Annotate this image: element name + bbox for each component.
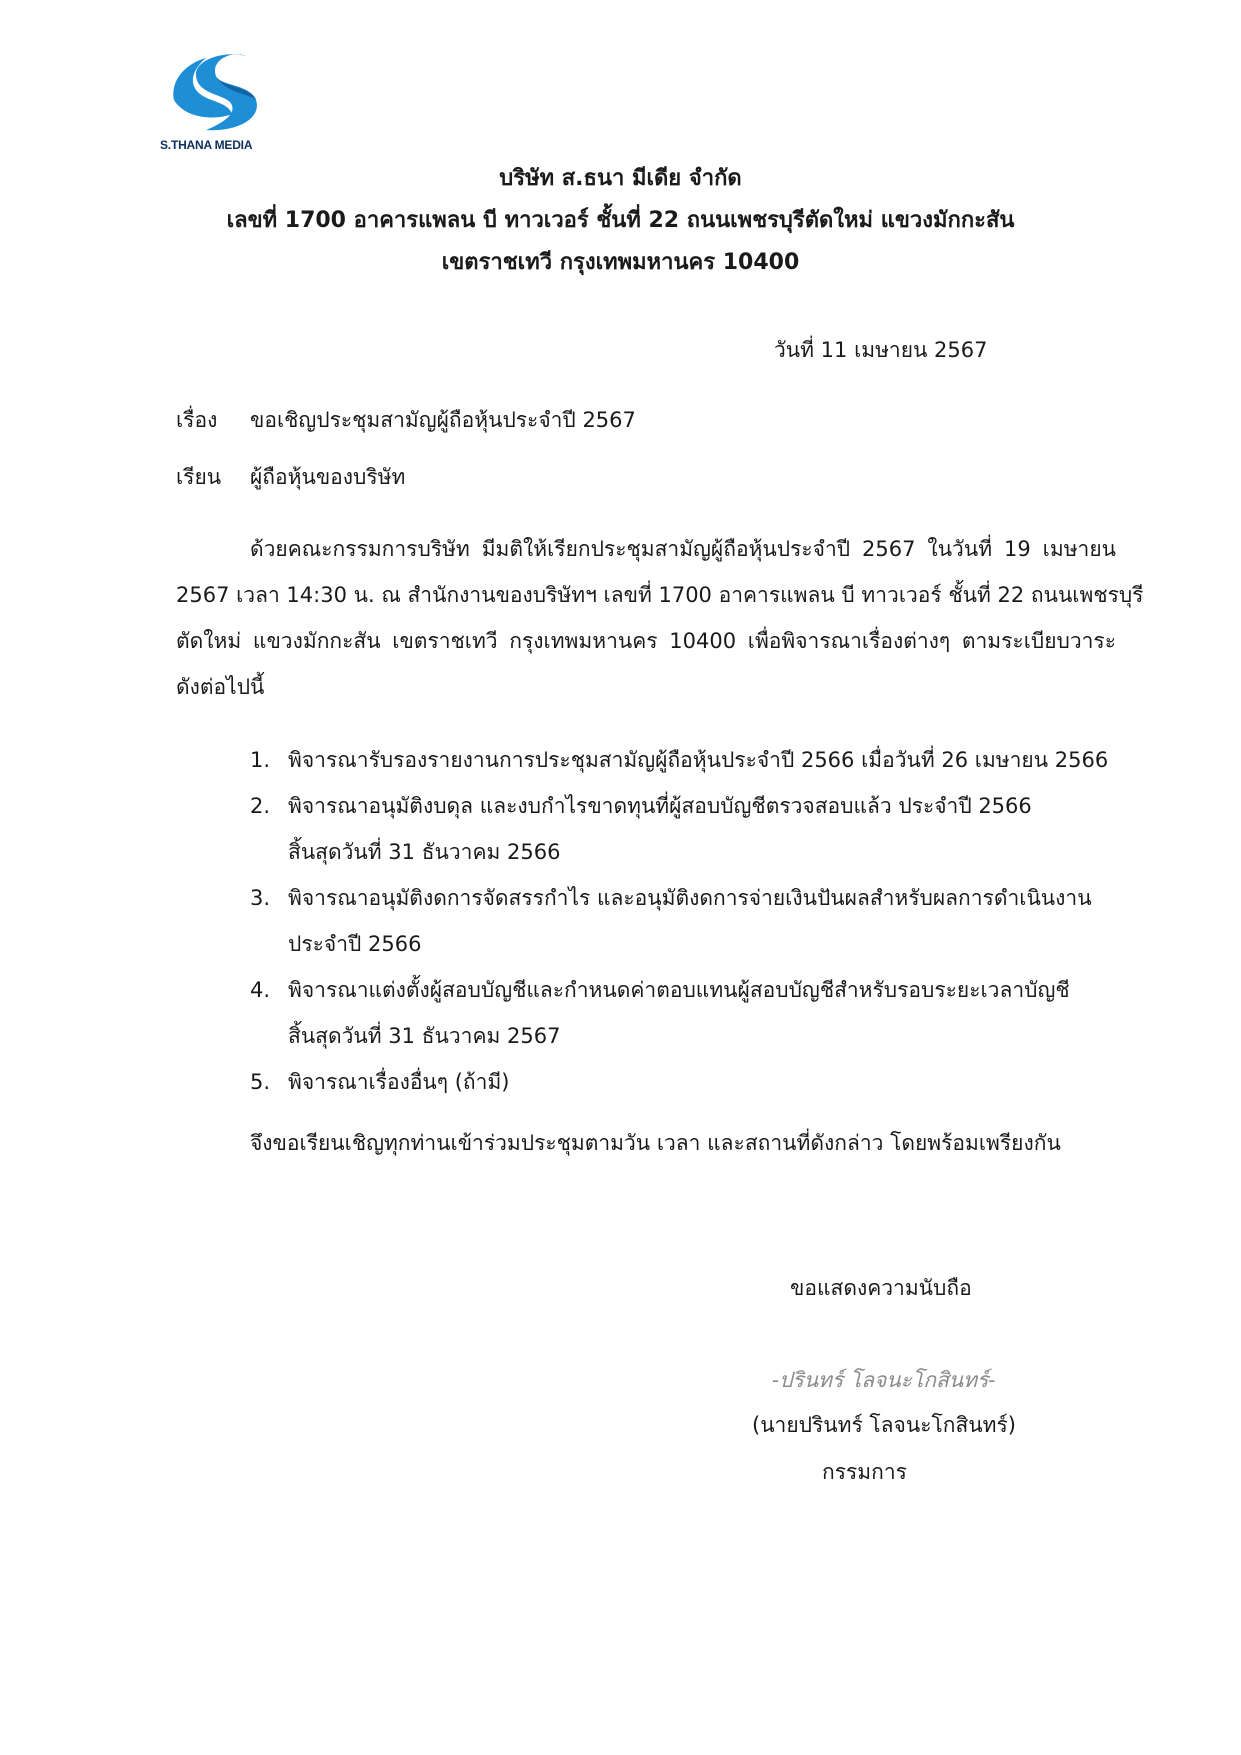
subject-text: ขอเชิญประชุมสามัญผู้ถือหุ้นประจำปี 2567 (250, 408, 636, 432)
s-swoosh-logo-icon (166, 42, 266, 134)
agenda-list (250, 737, 1120, 1105)
subject-row (176, 404, 636, 437)
agenda-text: พิจารณาอนุมัติงดการจัดสรรกำไร และอนุมัติงดการจ่ายเงินปันผลสำหรับผลการดำเนินงาน (288, 886, 1092, 910)
agenda-text: พิจารณาเรื่องอื่นๆ (ถ้ามี) (288, 1070, 510, 1094)
agenda-item-3 (250, 875, 1120, 921)
intro-line-3: ตัดใหม่ แขวงมักกะสัน เขตราชเทวี กรุงเทพมหานคร 10400 เพื่อพิจารณาเรื่องต่างๆ ตามระเบียบวาระ (176, 629, 1116, 653)
regards-text: ขอแสดงความนับถือ (790, 1276, 972, 1300)
signer-position: กรรมการ (822, 1460, 907, 1484)
logo-text: S.THANA MEDIA (160, 138, 253, 152)
agenda-item-5 (250, 1059, 1120, 1105)
company-address-line-2: เขตราชเทวี กรุงเทพมหานคร 10400 (441, 250, 800, 275)
agenda-item-3-continuation: ประจำปี 2566 (288, 932, 422, 956)
letter-date: วันที่ 11 เมษายน 2567 (774, 338, 988, 362)
agenda-text: พิจารณาแต่งตั้งผู้สอบบัญชีและกำหนดค่าตอบแทนผู้สอบบัญชีสำหรับรอบระยะเวลาบัญชี (288, 978, 1070, 1002)
intro-line-1: ด้วยคณะกรรมการบริษัท มีมติให้เรียกประชุมสามัญผู้ถือหุ้นประจำปี 2567 ในวันที่ 19 เมษายน (250, 537, 1116, 561)
agenda-item-4-continuation: สิ้นสุดวันที่ 31 ธันวาคม 2567 (288, 1024, 561, 1048)
intro-line-2: 2567 เวลา 14:30 น. ณ สำนักงานของบริษัทฯ เลขที่ 1700 อาคารแพลน บี ทาวเวอร์ ชั้นที่ 22 ถนนเพชรบุรี (176, 583, 1144, 607)
letterhead (0, 158, 1241, 284)
agenda-item-2-continuation: สิ้นสุดวันที่ 31 ธันวาคม 2566 (288, 840, 561, 864)
agenda-number: 1. (250, 748, 271, 772)
agenda-item-2 (250, 783, 1120, 829)
intro-line-4: ดังต่อไปนี้ (176, 675, 265, 699)
agenda-number: 3. (250, 886, 271, 910)
agenda-number: 4. (250, 978, 271, 1002)
signer-name: (นายปรินทร์ โลจนะโกสินทร์) (752, 1413, 1016, 1437)
subject-label: เรื่อง (176, 408, 218, 432)
intro-paragraph (176, 526, 1144, 710)
agenda-item-1 (250, 737, 1120, 783)
company-logo (160, 42, 280, 154)
agenda-number: 2. (250, 794, 271, 818)
company-address-line-1: เลขที่ 1700 อาคารแพลน บี ทาวเวอร์ ชั้นที่ 22 ถนนเพชรบุรีตัดใหม่ แขวงมักกะสัน (226, 208, 1015, 233)
agenda-item-4 (250, 967, 1120, 1013)
recipient-row (176, 461, 405, 494)
signature: -ปรินทร์ โลจนะโกสินทร์- (772, 1368, 996, 1392)
closing-sentence: จึงขอเรียนเชิญทุกท่านเข้าร่วมประชุมตามวัน เวลา และสถานที่ดังกล่าว โดยพร้อมเพรียงกัน (250, 1131, 1061, 1155)
company-name: บริษัท ส.ธนา มีเดีย จำกัด (499, 166, 742, 191)
agenda-text: พิจารณารับรองรายงานการประชุมสามัญผู้ถือหุ้นประจำปี 2566 เมื่อวันที่ 26 เมษายน 2566 (288, 748, 1109, 772)
agenda-text: พิจารณาอนุมัติงบดุล และงบกำไรขาดทุนที่ผู้สอบบัญชีตรวจสอบแล้ว ประจำปี 2566 (288, 794, 1032, 818)
agenda-number: 5. (250, 1070, 271, 1094)
recipient-text: ผู้ถือหุ้นของบริษัท (250, 465, 406, 489)
recipient-label: เรียน (176, 465, 222, 489)
